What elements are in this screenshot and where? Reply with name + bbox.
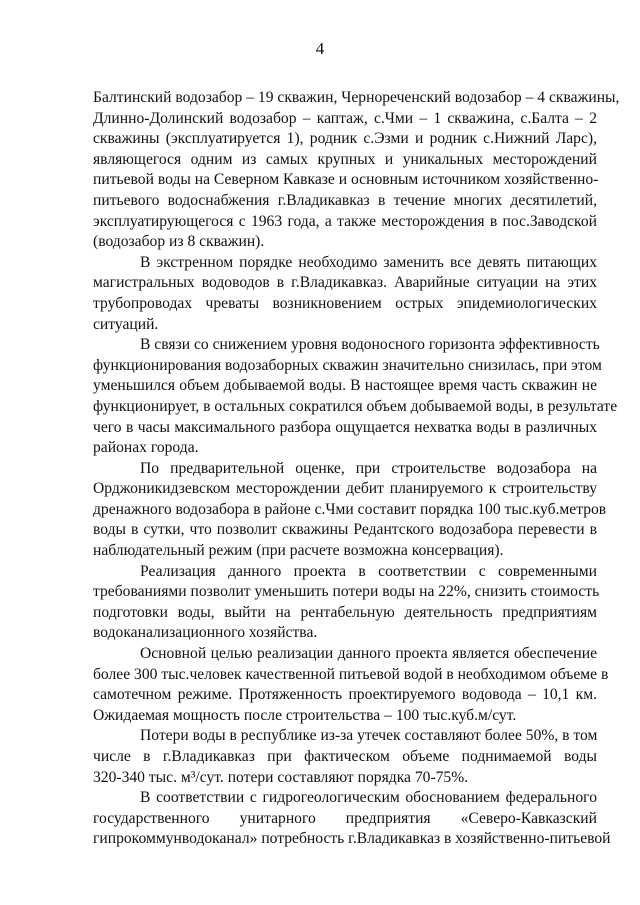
paragraph — [93, 253, 597, 335]
paragraph — [93, 644, 609, 726]
text-line: эксплуатирующегося с 1963 года, а также месторождения в пос.Заводской — [93, 212, 597, 230]
paragraph — [93, 459, 607, 562]
text-line: государственного унитарного предприятия «Северо-Кавказский — [93, 809, 597, 827]
text-line: Ожидаемая мощность после строительства – 100 тыс.куб.м/сут. — [93, 706, 517, 724]
text-line: уменьшился объем добываемой воды. В настоящее время часть скважин не — [93, 377, 597, 395]
text-line: чего в часы максимального разбора ощущается нехватка воды в различных — [93, 418, 597, 436]
text-line: Основной целью реализации данного проекта является обеспечение — [140, 645, 597, 663]
text-line: Орджоникидзевском месторождении дебит планируемого к строительству — [93, 480, 597, 498]
paragraph — [93, 335, 618, 459]
text-line: числе в г.Владикавказ при фактическом объеме поднимаемой воды — [93, 748, 597, 765]
text-line: более 300 тыс.человек качественной питьевой водой в необходимом объеме в — [93, 665, 609, 683]
paragraph — [93, 562, 600, 644]
text-line: Реализация данного проекта в соответствии с современными — [140, 562, 597, 580]
paragraph — [93, 88, 620, 253]
text-line: трубопроводах чреваты возникновением острых эпидемиологических — [93, 294, 597, 312]
text-line: питьевой воды на Северном Кавказе и основным источником хозяйственно- — [93, 171, 599, 189]
text-line: требованиями позволит уменьшить потери воды на 22%, снизить стоимость — [93, 583, 600, 601]
text-line: подготовки воды, выйти на рентабельную деятельность предприятиям — [93, 603, 597, 621]
text-line: По предварительной оценке, при строительстве водозабора на — [140, 459, 597, 477]
text-line: районах города. — [93, 439, 199, 457]
text-line: являющегося одним из самых крупных и уникальных месторождений — [93, 150, 597, 168]
text-line: наблюдательный режим (при расчете возможна консервация). — [93, 542, 504, 560]
paragraph — [93, 726, 597, 788]
text-line: 320-340 тыс. м³/сут. потери составляют порядка 70-75%. — [93, 768, 469, 786]
text-line: Длинно-Долинский водозабор – каптаж, с.Чми – 1 скважина, с.Балта – 2 — [93, 109, 597, 127]
document-body — [93, 88, 620, 850]
text-line: самотечном режиме. Протяженность проектируемого водовода – 10,1 км. — [93, 686, 597, 704]
text-line: питьевого водоснабжения г.Владикавказ в течение многих десятилетий, — [93, 191, 597, 209]
text-line: функционирует, в остальных сократился объем добываемой воды, в результате — [93, 397, 618, 415]
text-line: воды в сутки, что позволит скважины Редантского водозабора перевести в — [93, 521, 597, 539]
text-line: В экстренном порядке необходимо заменить все девять питающих — [140, 253, 597, 271]
text-line: Балтинский водозабор – 19 скважин, Чернореченский водозабор – 4 скважины, — [93, 89, 620, 106]
text-line: скважины (эксплуатируется 1), родник с.Эзми и родник с.Нижний Ларс), — [93, 130, 597, 148]
text-line: (водозабор из 8 скважин). — [93, 233, 265, 251]
text-line: функционирования водозаборных скважин значительно снизилась, при этом — [93, 356, 602, 374]
text-line: Потери воды в республике из-за утечек составляют более 50%, в том — [140, 727, 598, 745]
page-number: 4 — [315, 39, 325, 58]
text-line: водоканализационного хозяйства. — [93, 624, 318, 642]
text-line: магистральных водоводов в г.Владикавказ. Аварийные ситуации на этих — [93, 274, 597, 292]
text-line: гипрокоммунводоканал» потребность г.Владикавказ в хозяйственно-питьевой — [93, 830, 611, 848]
text-line: В связи со снижением уровня водоносного горизонта эффективность — [140, 336, 600, 354]
text-line: В соответствии с гидрогеологическим обоснованием федерального — [140, 789, 597, 807]
paragraph — [93, 788, 611, 850]
text-line: дренажного водозабора в районе с.Чми составит порядка 100 тыс.куб.метров — [93, 500, 607, 518]
text-line: ситуаций. — [93, 315, 159, 333]
